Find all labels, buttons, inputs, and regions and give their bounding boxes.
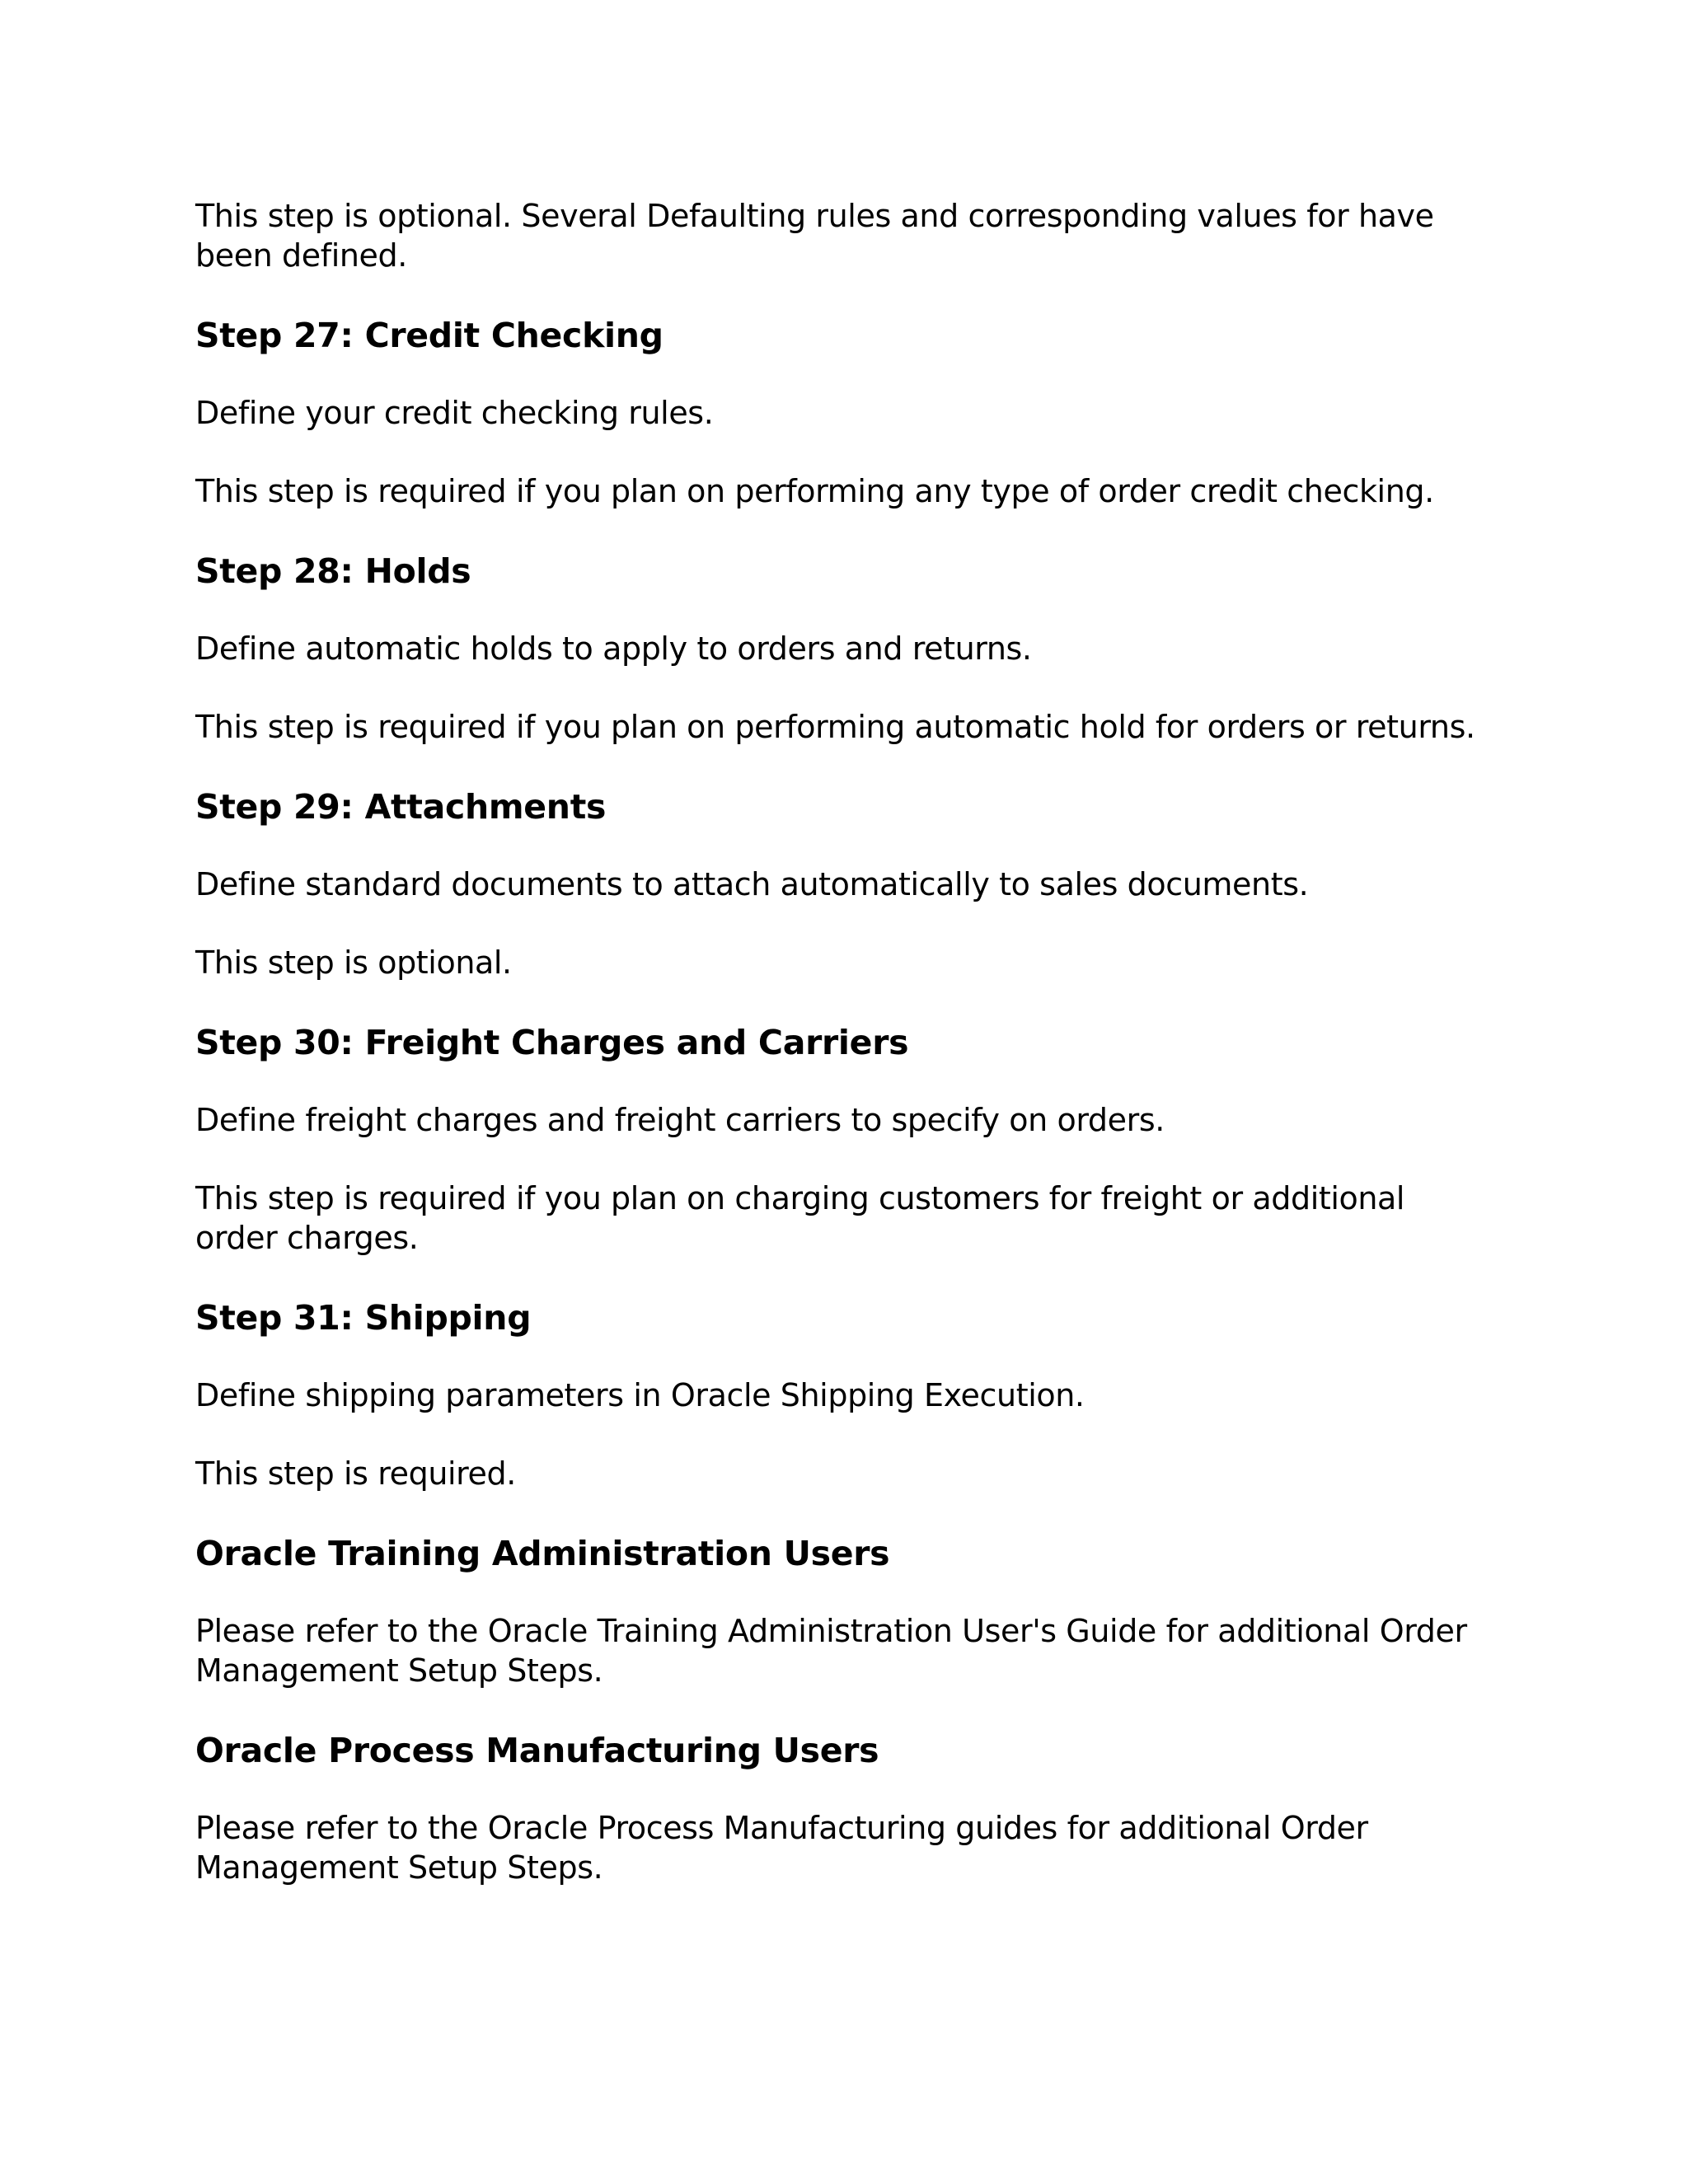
process-manufacturing-users-text: Please refer to the Oracle Process Manufacturing guides for additional Order Management Setup Steps. <box>195 1810 1368 1886</box>
step-27-requirement: This step is required if you plan on performing any type of order credit checking. <box>195 473 1434 509</box>
step-29-description: Define standard documents to attach automatically to sales documents. <box>195 866 1309 902</box>
step-31-heading: Step 31: Shipping <box>195 1298 532 1338</box>
step-30-description: Define freight charges and freight carriers to specify on orders. <box>195 1102 1165 1138</box>
training-admin-users-text: Please refer to the Oracle Training Administration User's Guide for additional Order Management Setup Steps. <box>195 1613 1467 1689</box>
step-31-description: Define shipping parameters in Oracle Shipping Execution. <box>195 1377 1085 1413</box>
step-27-heading: Step 27: Credit Checking <box>195 316 663 355</box>
step-27-description: Define your credit checking rules. <box>195 395 714 431</box>
training-admin-users-heading: Oracle Training Administration Users <box>195 1534 890 1573</box>
step-28-requirement: This step is required if you plan on performing automatic hold for orders or returns. <box>195 709 1475 745</box>
step-28-description: Define automatic holds to apply to orders and returns. <box>195 630 1032 667</box>
step-29-heading: Step 29: Attachments <box>195 787 607 827</box>
step-28-heading: Step 28: Holds <box>195 551 471 591</box>
intro-optional-text: This step is optional. Several Defaulting rules and corresponding values for have been defined. <box>195 198 1434 274</box>
step-30-requirement: This step is required if you plan on charging customers for freight or additional order charges. <box>195 1180 1405 1256</box>
step-29-requirement: This step is optional. <box>195 944 512 981</box>
process-manufacturing-users-heading: Oracle Process Manufacturing Users <box>195 1731 879 1770</box>
step-31-requirement: This step is required. <box>195 1455 516 1492</box>
step-30-heading: Step 30: Freight Charges and Carriers <box>195 1023 909 1062</box>
document-page <box>195 196 1481 1926</box>
